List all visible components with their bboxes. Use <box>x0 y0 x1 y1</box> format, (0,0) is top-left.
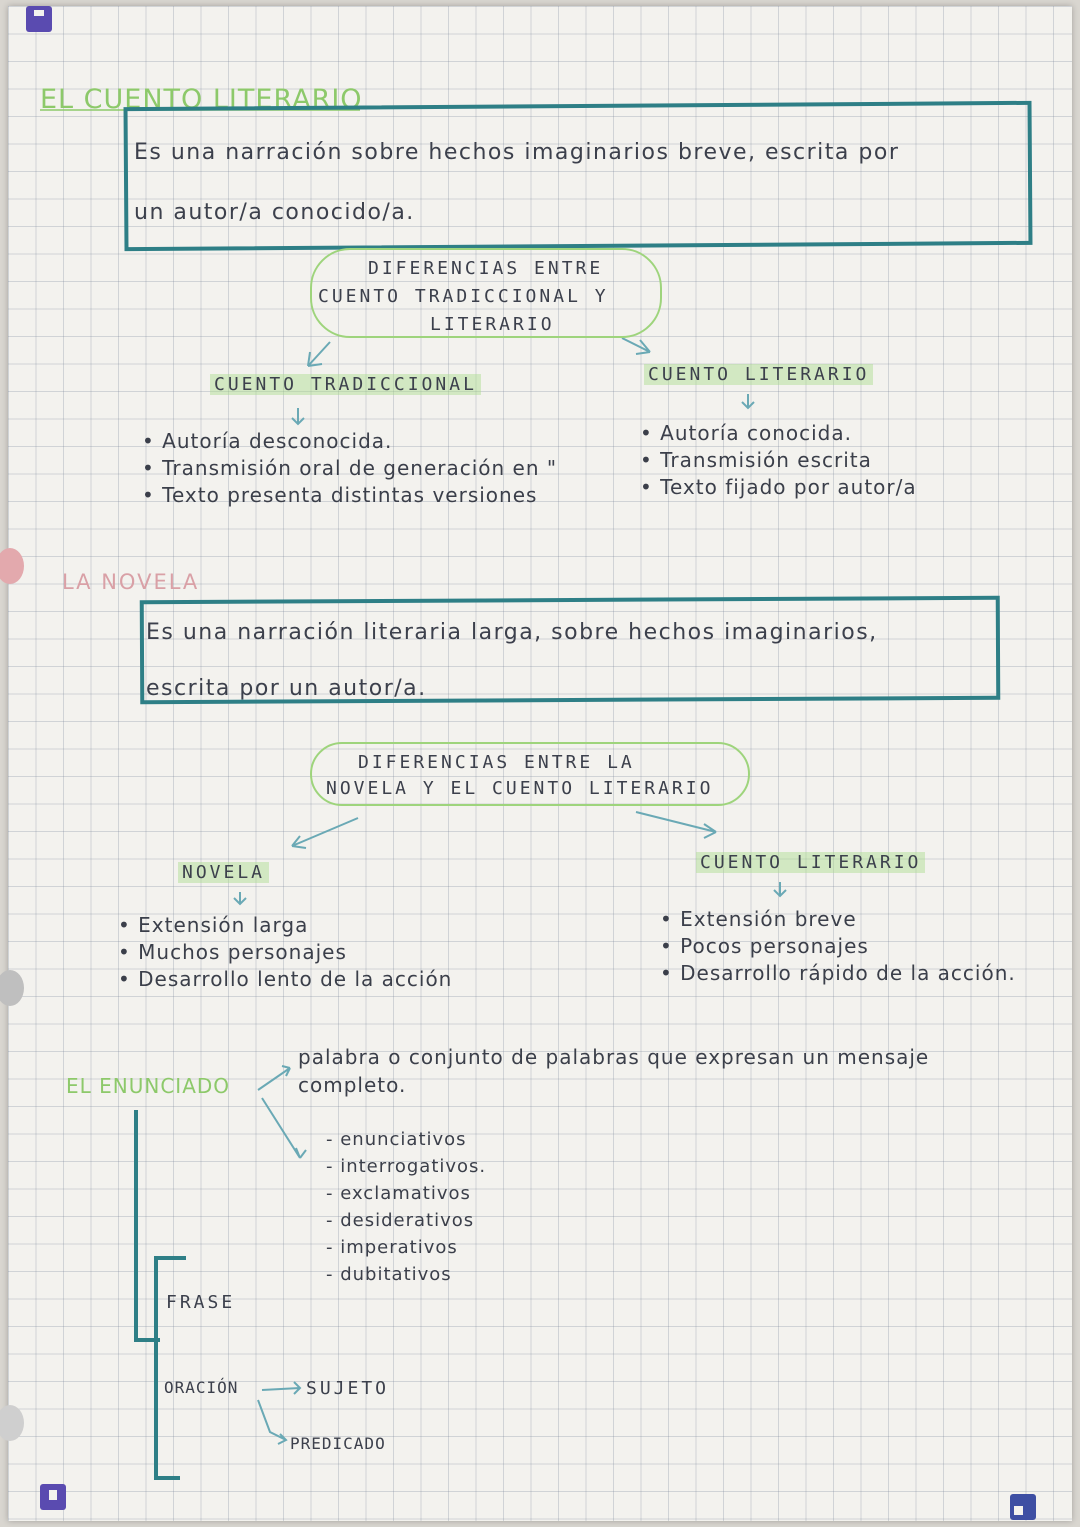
definition-text: palabra o conjunto de palabras que expresan un mensaje <box>298 1045 930 1069</box>
section-title: EL CUENTO LITERARIO <box>40 84 363 115</box>
diff-title: LITERARIO <box>430 314 555 335</box>
column-heading: CUENTO LITERARIO <box>696 852 925 873</box>
diff-title: NOVELA Y EL CUENTO LITERARIO <box>326 778 714 799</box>
corner-tab-icon <box>1010 1494 1036 1520</box>
list-item: - enunciativos <box>326 1129 467 1150</box>
diff-title: DIFERENCIAS ENTRE <box>368 258 604 279</box>
list-item: • Autoría desconocida. <box>142 429 393 453</box>
tree-node-sujeto: SUJETO <box>306 1378 390 1399</box>
list-item: • Muchos personajes <box>118 940 347 964</box>
list-item: - interrogativos. <box>326 1156 487 1177</box>
corner-tab-icon <box>40 1484 66 1510</box>
list-item: • Autoría conocida. <box>640 421 852 445</box>
list-item: - desiderativos <box>326 1210 475 1231</box>
list-item: • Transmisión oral de generación en " <box>142 456 558 480</box>
list-item: • Desarrollo lento de la acción <box>118 967 453 991</box>
list-item: • Pocos personajes <box>660 934 869 958</box>
tree-node-oracion: ORACIÓN <box>164 1378 239 1397</box>
corner-tab-icon <box>26 6 52 32</box>
list-item: • Extensión breve <box>660 907 857 931</box>
tree-node-predicado: PREDICADO <box>290 1434 386 1453</box>
list-item: - exclamativos <box>326 1183 471 1204</box>
list-item: • Extensión larga <box>118 913 309 937</box>
definition-text: escrita por un autor/a. <box>146 676 427 701</box>
section-title: EL ENUNCIADO <box>66 1074 231 1098</box>
definition-box <box>124 101 1033 251</box>
definition-text: completo. <box>298 1073 407 1097</box>
list-item: • Desarrollo rápido de la acción. <box>660 961 1016 985</box>
column-heading: NOVELA <box>178 862 269 883</box>
column-heading: CUENTO TRADICCIONAL <box>210 374 481 395</box>
list-item: - dubitativos <box>326 1264 452 1285</box>
definition-text: un autor/a conocido/a. <box>134 200 415 225</box>
column-heading: CUENTO LITERARIO <box>644 364 873 385</box>
diff-title: DIFERENCIAS ENTRE LA <box>358 752 635 773</box>
section-title: LA NOVELA <box>62 570 200 594</box>
list-item: - imperativos <box>326 1237 458 1258</box>
definition-text: Es una narración literaria larga, sobre hechos imaginarios, <box>146 620 878 645</box>
tree-node-frase: FRASE <box>166 1292 236 1313</box>
diff-title: CUENTO TRADICCIONAL Y <box>318 286 609 307</box>
list-item: • Texto presenta distintas versiones <box>142 483 538 507</box>
list-item: • Transmisión escrita <box>640 448 872 472</box>
list-item: • Texto fijado por autor/a <box>640 475 917 499</box>
definition-text: Es una narración sobre hechos imaginarios breve, escrita por <box>134 140 900 165</box>
